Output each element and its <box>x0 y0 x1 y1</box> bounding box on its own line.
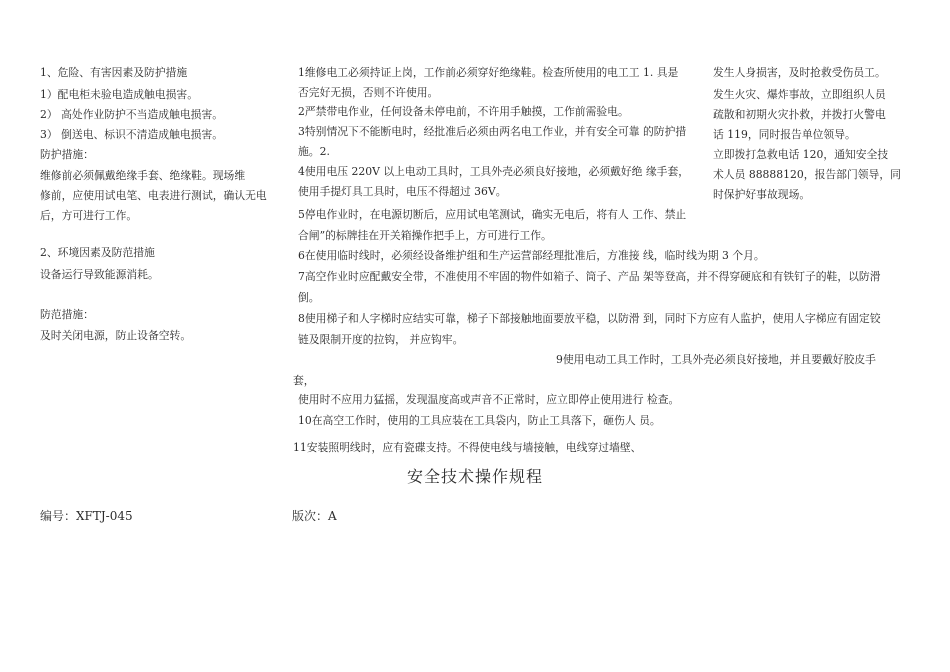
protection-text-1: 维修前必须佩戴绝缘手套、绝缘鞋。现场维 <box>40 169 246 182</box>
protection-text-2: 修前，应使用试电笔、电表进行测试，确认无电 <box>40 189 267 202</box>
environment-item: 设备运行导致能源消耗。 <box>40 268 159 281</box>
document-title: 安全技术操作规程 <box>407 467 544 486</box>
emergency-line-6: 术人员 88888120，报告部门领导，同 <box>713 168 901 181</box>
hazard-item-2: 2） 高处作业防护不当造成触电损害。 <box>40 108 224 121</box>
hazard-item-3: 3） 倒送电、标识不清造成触电损害。 <box>40 128 224 141</box>
rule-9-line-1: 9使用电动工具工作时，工具外壳必须良好接地，并且要戴好胶皮手 <box>556 353 876 366</box>
rule-1-line-2: 否完好无损，否则不许使用。 <box>298 86 439 99</box>
emergency-line-5: 立即拨打急救电话 120，通知安全技 <box>713 148 889 161</box>
rule-3-line-2: 施。2. <box>298 145 330 158</box>
emergency-line-4: 话 119，同时报告单位领导。 <box>713 128 856 141</box>
rule-3-line-1: 3特别情况下不能断电时，经批准后必须由两名电工作业，并有安全可靠 的防护措 <box>298 125 687 138</box>
rule-8-line-1: 8使用梯子和人字梯时应结实可靠，梯子下部接触地面要放平稳，以防滑 到，同时下方应有人监护，使用人字梯应有固定铰 <box>298 312 881 325</box>
rule-9-line-3: 使用时不应用力猛摇，发现温度高或声音不正常时，应立即停止使用进行 检查。 <box>298 393 680 406</box>
rule-9-line-2: 套， <box>293 374 315 387</box>
rule-4-line-2: 使用手提灯具工具时，电压不得超过 36V。 <box>298 185 507 198</box>
rule-5-line-2: 合闸”的标牌挂在开关箱操作把手上，方可进行工作。 <box>298 229 552 242</box>
emergency-line-1: 发生人身损害，及时抢救受伤员工。 <box>713 66 886 79</box>
rule-10: 10在高空工作时，使用的工具应装在工具袋内，防止工具落下，砸伤人 员。 <box>298 414 661 427</box>
rule-7-line-2: 倒。 <box>298 291 320 304</box>
rule-11: 11安装照明线时，应有瓷碟支持。不得使电线与墙接触，电线穿过墙壁、 <box>293 441 642 454</box>
rule-6: 6在使用临时线时，必须经设备维护组和生产运营部经理批准后，方准接 线，临时线为期 3 个月。 <box>298 249 765 262</box>
prevention-heading: 防范措施： <box>40 308 94 321</box>
emergency-line-2: 发生火灾、爆炸事故，立即组织人员 <box>713 88 886 101</box>
rule-8-line-2: 链及限制开度的拉钩， 并应钩牢。 <box>298 333 464 346</box>
document-version: 版次：A <box>292 509 337 523</box>
hazard-item-1: 1）配电柜未验电造成触电损害。 <box>40 88 199 101</box>
rule-5-line-1: 5停电作业时，在电源切断后，应用试电笔测试，确实无电后，将有人 工作、禁止 <box>298 208 687 221</box>
protection-text-3: 后，方可进行工作。 <box>40 209 138 222</box>
rule-1-line-1: 1维修电工必须持证上岗，工作前必须穿好绝缘鞋。检查所使用的电工工 1. 具是 <box>298 66 679 79</box>
emergency-line-7: 时保护好事故现场。 <box>713 188 811 201</box>
rule-4-line-1: 4使用电压 220V 以上电动工具时，工具外壳必须良好接地，必须戴好绝 缘手套， <box>298 165 690 178</box>
hazard-heading: 1、危险、有害因素及防护措施 <box>40 66 188 79</box>
prevention-text: 及时关闭电源，防止设备空转。 <box>40 329 192 342</box>
document-number: 编号：XFTJ-045 <box>40 509 133 523</box>
rule-2: 2严禁带电作业，任何设备未停电前，不许用手触摸，工作前需验电。 <box>298 105 629 118</box>
emergency-line-3: 疏散和初期火灾扑救，并拨打火警电 <box>713 108 886 121</box>
environment-heading: 2、环境因素及防范措施 <box>40 246 155 259</box>
rule-7-line-1: 7高空作业时应配戴安全带，不准使用不牢固的物件如箱子、筒子、产品 架等登高，并不得穿硬底和有铁钉子的鞋，以防滑 <box>298 270 881 283</box>
protection-heading: 防护措施： <box>40 148 94 161</box>
